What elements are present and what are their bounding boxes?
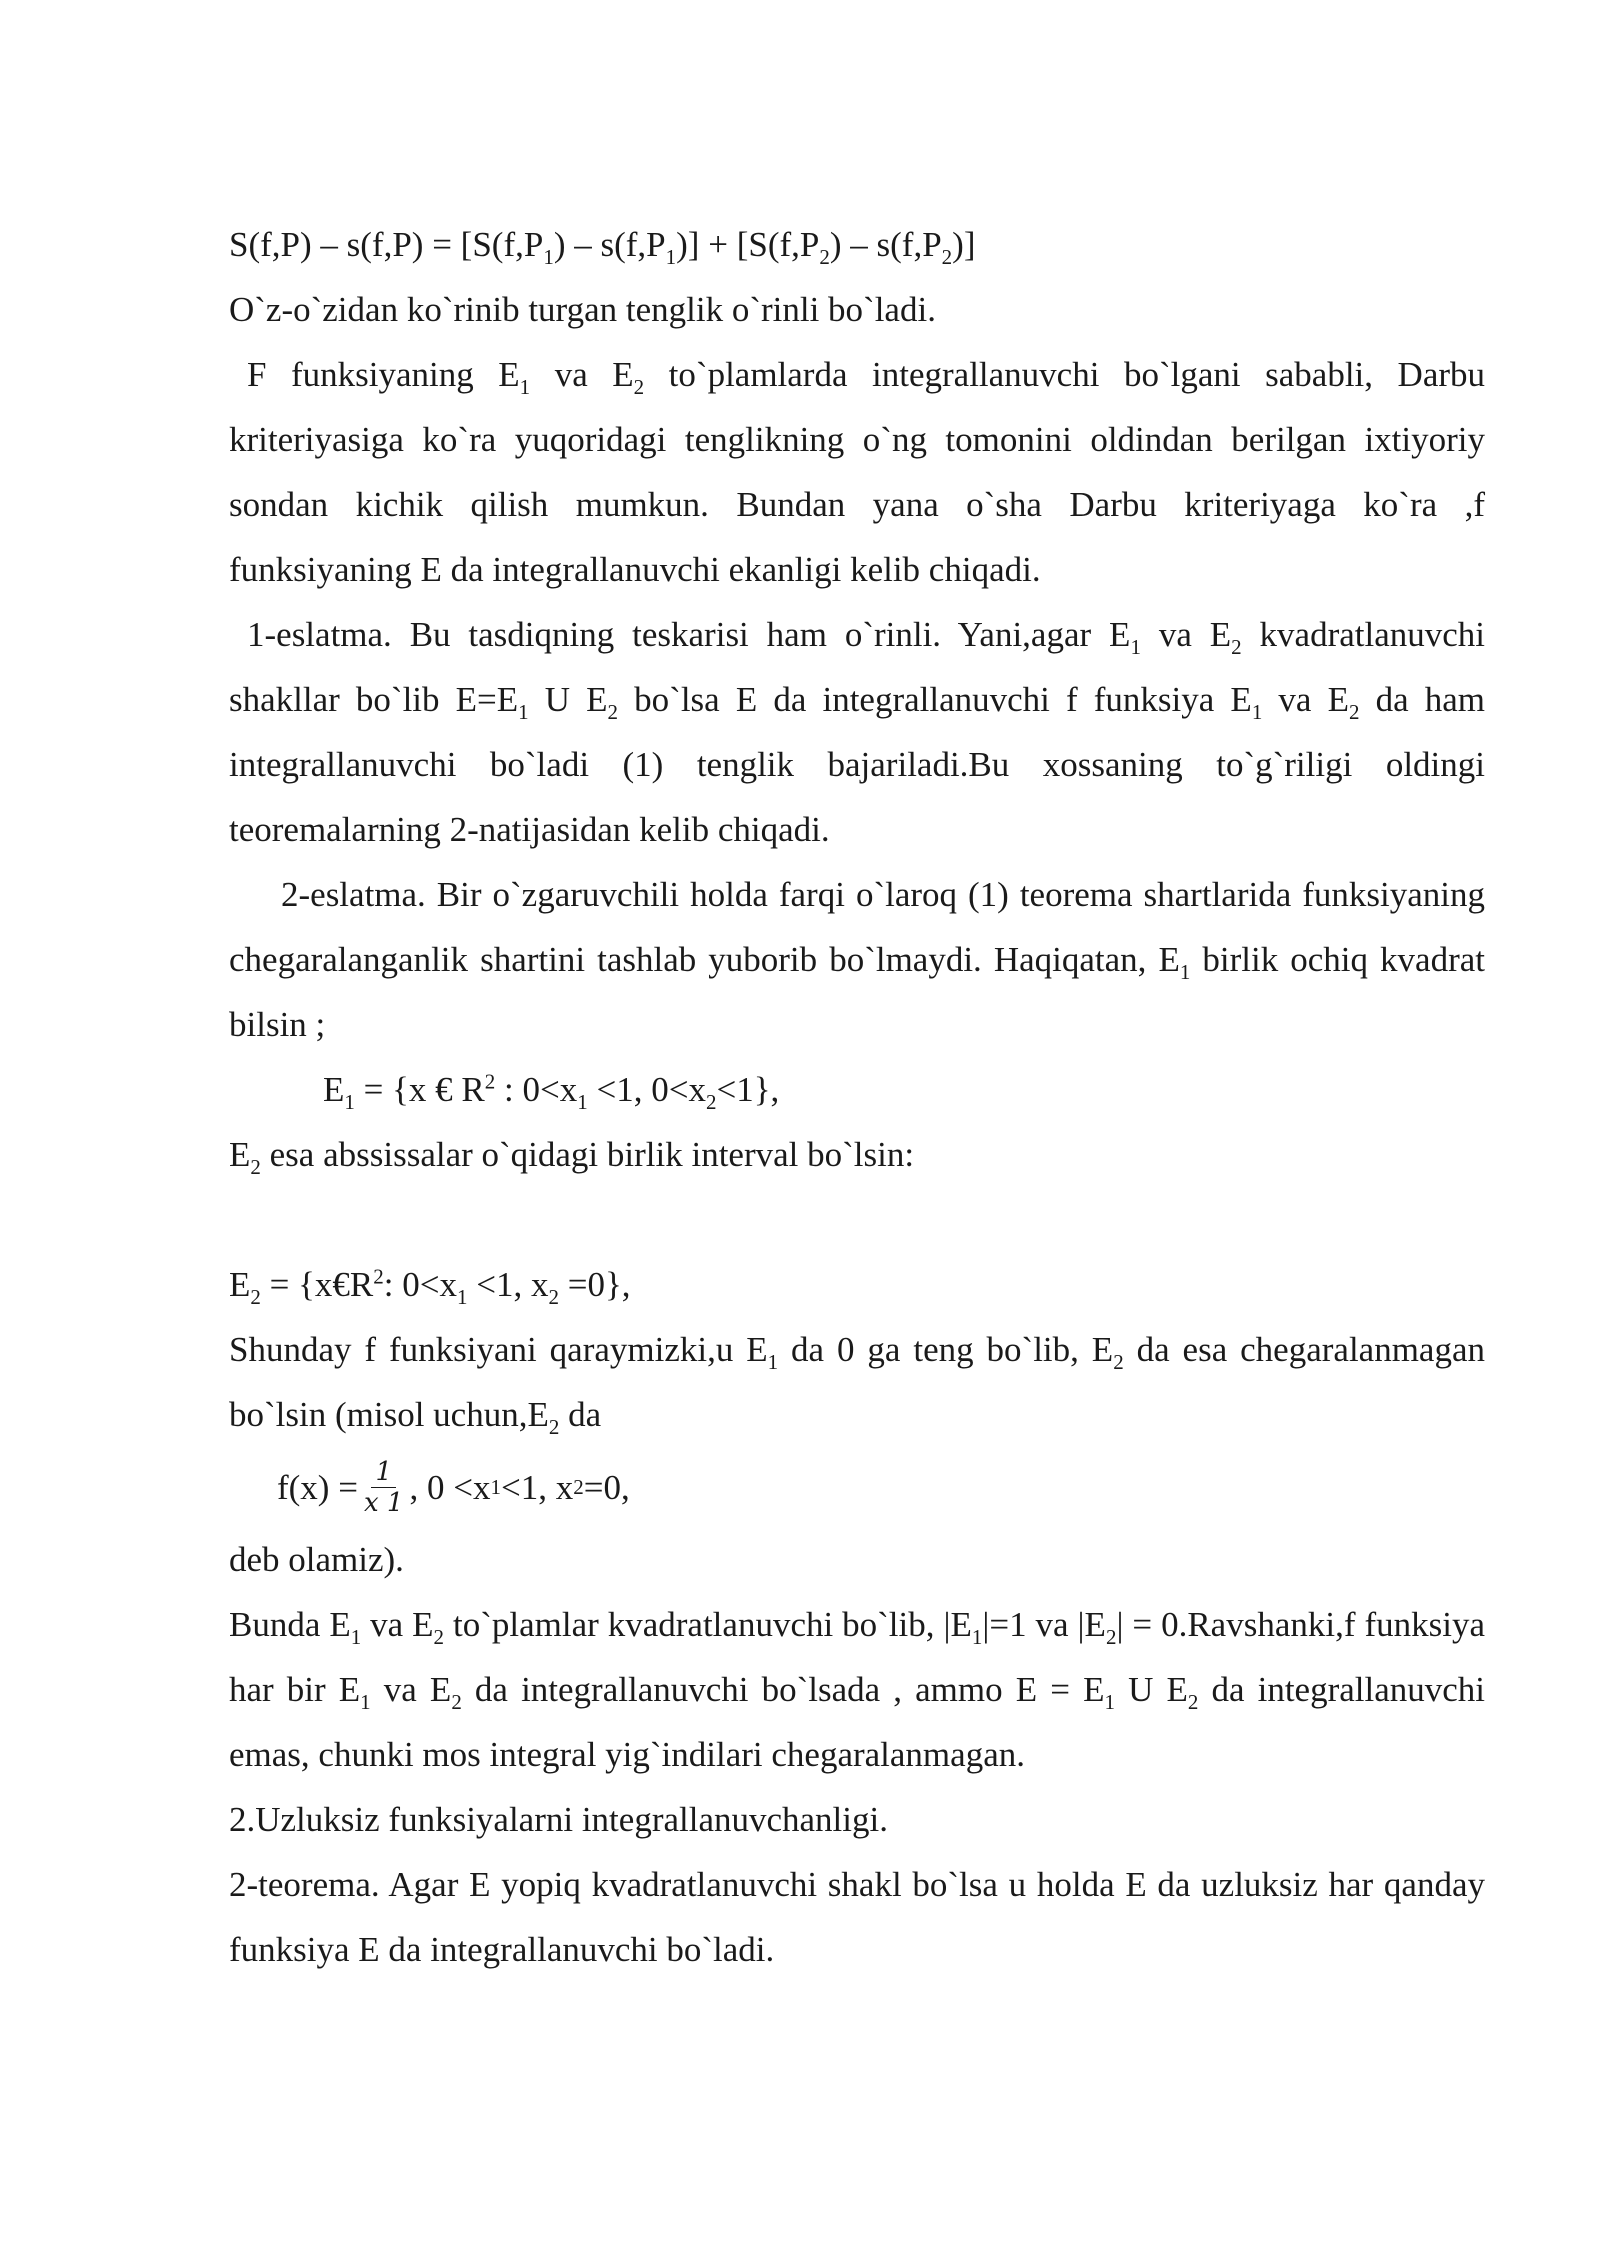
equation-f-of-x: f(x) = $\frac{1}{x 1}$ , 0 <x 1 <1, x 2 =0,	[277, 1456, 630, 1518]
equation-darboux-difference: $S(f,P) - s(f,P) = [S(f,P_1) - s(f,P_1)] + [S(f,P_2) - s(f,P_2)]$	[229, 225, 976, 269]
paragraph-obvious-equality: O`z-o`zidan ko`rinib turgan tenglik o`rinli bo`ladi.	[229, 290, 936, 329]
section-heading-continuous-functions: 2.Uzluksiz funksiyalarni integrallanuvchanligi.	[229, 1800, 888, 1839]
blank-line	[229, 1187, 1485, 1252]
fraction-denominator: x 1	[363, 1487, 404, 1518]
fraction	[360, 1457, 407, 1518]
paragraph-darboux-criterion: F funksiyaning $E_1$ va $E_2$ to`plamlarda integrallanuvchi bo`lgani sababli, Darbu kriteriyasiga ko`ra yuqoridagi tenglikning o`ng tomonini oldindan berilgan ixtiyoriy sondan kichik qilish mumkun. Bundan yana o`sha Darbu kriteriyaga ko`ra ,f funksiyaning E da integrallanuvchi ekanligi kelib chiqadi.	[229, 355, 1486, 589]
paragraph-counterexample: Bunda $E_1$ va $E_2$ to`plamlar kvadratlanuvchi bo`lib, $|E_1|=1$ va $|E_2|$ = 0.Ravshanki,f funksiya har bir $E_1$ va $E_2$ da integrallanuvchi bo`lsada , ammo $E = E_1$ U $E_2$ da integrallanuvchi emas, chunki mos integral yig`indilari chegaralanmagan.	[229, 1605, 1486, 1774]
paragraph-remark-2: 2-eslatma. Bir o`zgaruvchili holda farqi o`laroq (1) teorema shartlarida funksiyaning chegaralanganlik shartini tashlab yuborib bo`lmaydi. Haqiqatan, $E_1$ birlik ochiq kvadrat bilsin ;	[229, 875, 1485, 1044]
paragraph-function-definition: Shunday f funksiyani qaraymizki,u $E_1$ da 0 ga teng bo`lib, $E_2$ da esa chegaralanmagan bo`lsin (misol $uchun,E_2$ da	[229, 1330, 1485, 1439]
equation-e2-set: $E_2$ = {$x€R^2$: $0<x_1 <1$, $x_2 =0$},	[229, 1264, 631, 1309]
paragraph-e2-interval: $E_2$ esa abssissalar o`qidagi birlik interval bo`lsin:	[229, 1135, 915, 1179]
paragraph-theorem-2: 2-teorema. Agar E yopiq kvadratlanuvchi shakl bo`lsa u holda E da uzluksiz har qanday funksiya E da integrallanuvchi bo`ladi.	[229, 1865, 1485, 1969]
equation-e1-set: $E_1 = \{x$ € $R^2$ : $0<x_1 <1$, $0<x_2<1$},	[323, 1069, 780, 1114]
paragraph-remark-1: 1-eslatma. Bu tasdiqning teskarisi ham o`rinli. Yani,agar $E_1$ va $E_2$ kvadratlanuvchi shakllar bo`lib $E=E_1$ U $E_2$ bo`lsa E da integrallanuvchi f funksiya $E_1$ va $E_2$ da ham integrallanuvchi bo`ladi (1) tenglik bajariladi.Bu xossaning to`g`riligi oldingi teoremalarning 2-natijasidan kelib chiqadi.	[229, 615, 1485, 849]
document-body	[229, 212, 1485, 1982]
paragraph-deb-olamiz: deb olamiz).	[229, 1540, 404, 1579]
fraction-numerator: 1	[371, 1457, 396, 1488]
